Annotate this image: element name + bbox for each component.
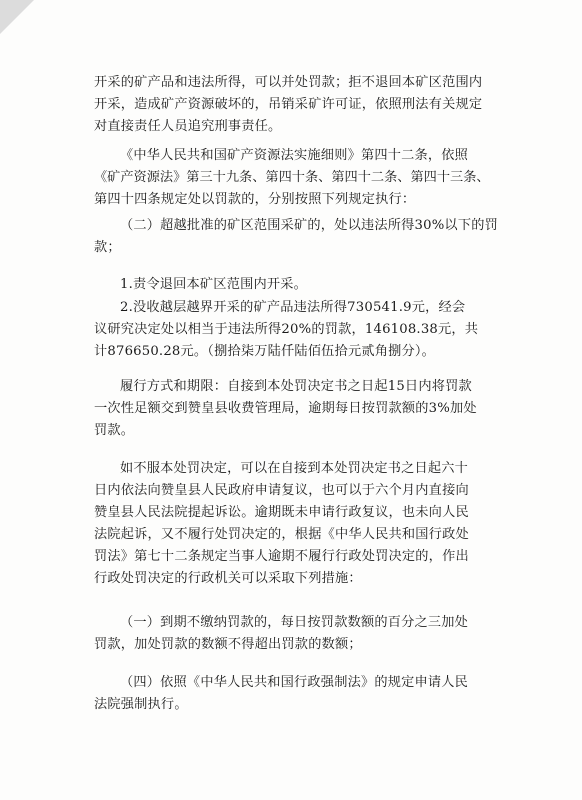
paragraph-penalty-continued — [94, 72, 494, 138]
text-line: 第四十四条规定处以罚款的，分别按照下列规定执行： — [94, 192, 416, 207]
text-line: 开采，造成矿产资源破坏的，吊销采矿许可证，依照刑法有关规定 — [94, 97, 483, 112]
text-line: 计876650.28元。（捌拾柒万陆仟陆佰伍拾元贰角捌分）。 — [94, 344, 436, 359]
paragraph-item-2 — [94, 297, 494, 363]
text-line: 议研究决定处以相当于违法所得20%的罚款，146108.38元，共 — [94, 322, 479, 337]
text-line: 《中华人民共和国矿产资源法实施细则》第四十二条，依照 — [120, 148, 469, 163]
text-line: 法院起诉，又不履行处罚决定的，根据《中华人民共和国行政处 — [94, 527, 469, 542]
text-line: 对直接责任人员追究刑事责任。 — [94, 119, 282, 134]
text-line: 款； — [94, 240, 121, 255]
text-line: 如不服本处罚决定，可以在自接到本处罚决定书之日起六十 — [120, 461, 469, 476]
paragraph-item-1 — [94, 274, 494, 296]
text-line: （一）到期不缴纳罚款的，每日按罚款数额的百分之三加处 — [120, 615, 469, 630]
text-line: 罚款。 — [94, 423, 135, 438]
paragraph-measure-4 — [94, 672, 494, 716]
text-line: 2.没收越层越界开采的矿产品违法所得730541.9元，经会 — [120, 300, 466, 315]
text-line: 行政处罚决定的行政机关可以采取下列措施： — [94, 571, 362, 586]
text-line: 开采的矿产品和违法所得，可以并处罚款；拒不退回本矿区范围内 — [94, 75, 483, 90]
text-line: 罚款，加处罚款的数额不得超出罚款的数额； — [94, 637, 362, 652]
text-line: （二）超越批准的矿区范围采矿的，处以违法所得30%以下的罚 — [120, 218, 498, 233]
paragraph-regulations-basis — [94, 145, 494, 211]
text-line: （四）依照《中华人民共和国行政强制法》的规定申请人民 — [120, 675, 469, 690]
paragraph-appeal-rights — [94, 458, 494, 590]
text-line: 一次性足额交到赞皇县收费管理局，逾期每日按罚款额的3%加处 — [94, 401, 477, 416]
text-line: 1.责令退回本矿区范围内开采。 — [120, 277, 308, 292]
text-line: 履行方式和期限：自接到本处罚决定书之日起15日内将罚款 — [120, 379, 472, 394]
text-line: 罚法》第七十二条规定当事人逾期不履行行政处罚决定的，作出 — [94, 549, 469, 564]
paragraph-clause-2 — [94, 215, 498, 259]
text-line: 《矿产资源法》第三十九条、第四十条、第四十二条、第四十三条、 — [94, 170, 490, 185]
paragraph-measure-1 — [94, 612, 494, 656]
text-line: 赞皇县人民法院提起诉讼。逾期既未申请行政复议，也未向人民 — [94, 505, 469, 520]
paragraph-payment-terms — [94, 376, 494, 442]
text-line: 法院强制执行。 — [94, 697, 188, 712]
page-corner-fold — [0, 0, 34, 34]
text-line: 日内依法向赞皇县人民政府申请复议，也可以于六个月内直接向 — [94, 483, 469, 498]
